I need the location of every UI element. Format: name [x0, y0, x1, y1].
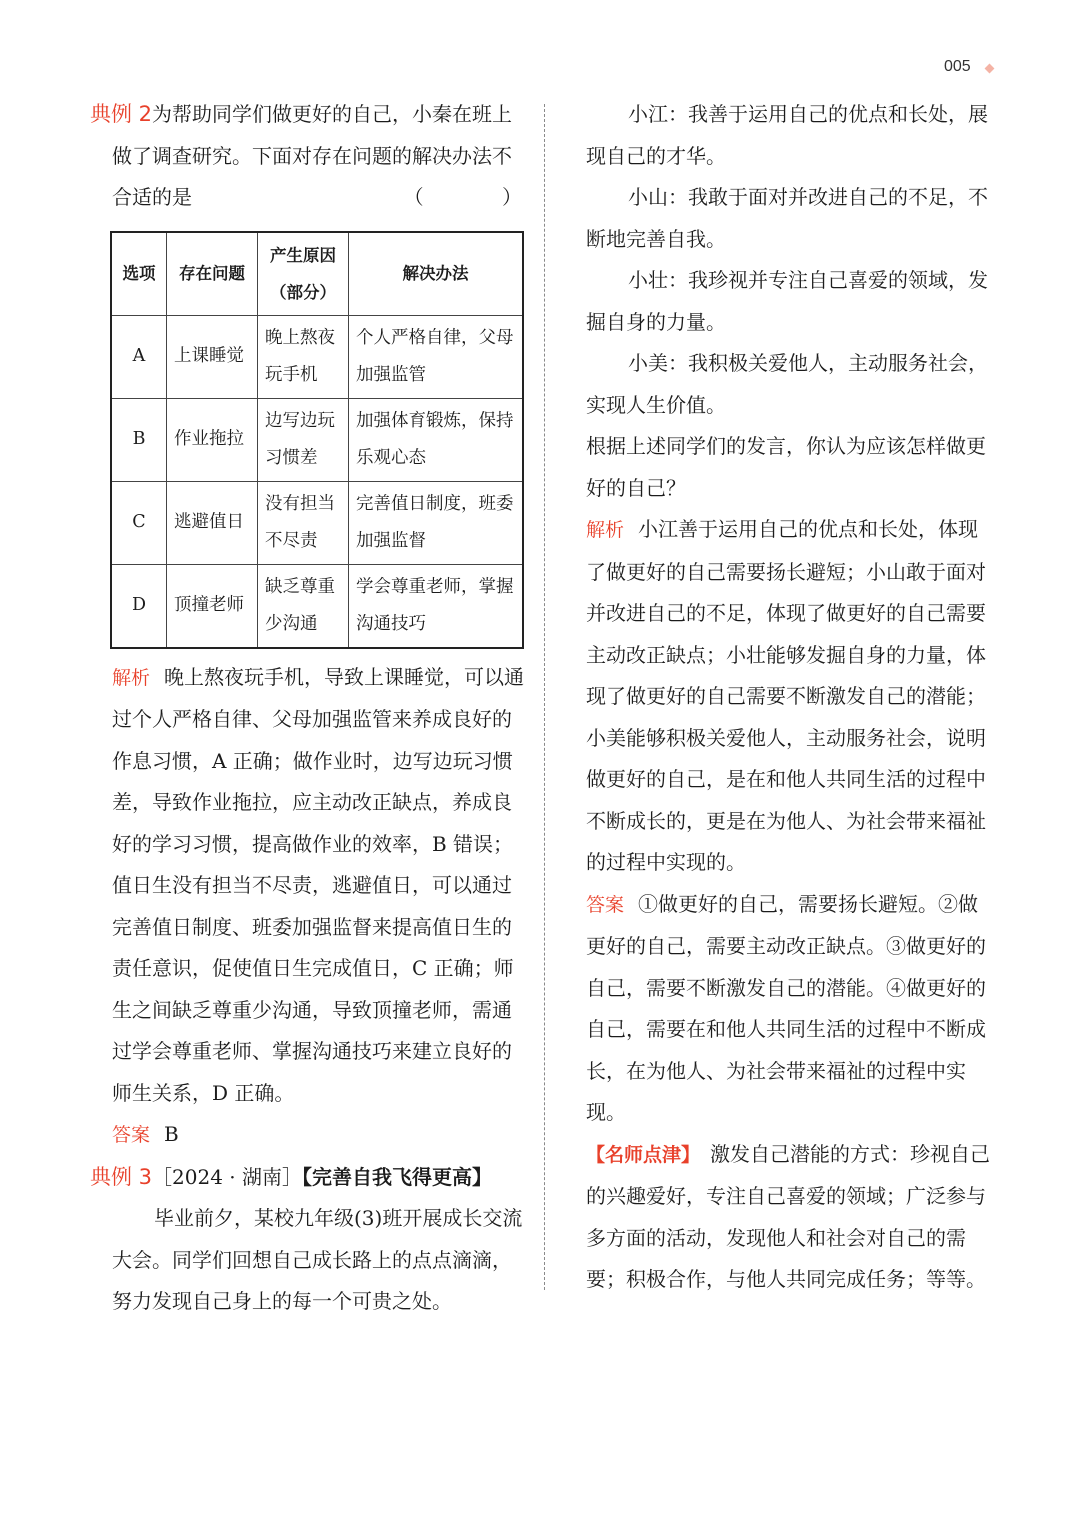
header-cause: 产生原因（部分）: [258, 232, 349, 316]
example-2-title: 典例 2: [90, 102, 153, 126]
answer-text: B: [164, 1122, 179, 1146]
example-2-question: 为帮助同学们做更好的自己，小秦在班上做了调查研究。下面对存在问题的解决办法不合适的是: [112, 102, 513, 209]
cell-solution: 完善值日制度，班委加强监督: [349, 481, 524, 564]
table-row: [111, 481, 523, 564]
answer-blank: （ ）: [403, 185, 558, 209]
cell-cause: 边写边玩习惯差: [258, 398, 349, 481]
answer-text: ①做更好的自己，需要扬长避短。②做更好的自己，需要主动改正缺点。③做更好的自己，需要不断激发自己的潜能。④做更好的自己，需要在和他人共同生活的过程中不断成长，在为他人、为社会带来福祉的过程中实现。: [586, 891, 986, 1124]
example-2-answer: [90, 1114, 524, 1157]
statement-xiaoshan: 小山：我敢于面对并改进自己的不足，不断地完善自我。: [586, 185, 988, 251]
cell-solution: 学会尊重老师，掌握沟通技巧: [349, 564, 524, 648]
cell-solution: 个人严格自律，父母加强监管: [349, 315, 524, 398]
teacher-tip-text: 激发自己潜能的方式：珍视自己的兴趣爱好，专注自己喜爱的领域；广泛参与多方面的活动，发现他人和社会对自己的需要；积极合作，与他人共同完成任务；等等。: [586, 1141, 991, 1291]
example-3-source: ［2024 · 湖南］: [152, 1164, 303, 1189]
example-3-analysis: [586, 509, 994, 884]
table-header-row: [111, 232, 523, 316]
example-3-paragraph: [90, 1198, 524, 1323]
statement-xiaojiang: 小江：我善于运用自己的优点和长处，展现自己的才华。: [586, 102, 988, 168]
left-column: [90, 94, 558, 1323]
column-divider: [544, 104, 545, 1290]
cell-cause: 没有担当不尽责: [258, 481, 349, 564]
example-3-heading: [90, 1157, 524, 1199]
analysis-label: 解析: [586, 519, 625, 541]
cell-problem: 上课睡觉: [167, 315, 258, 398]
cell-option: C: [111, 481, 167, 564]
example-2-stem: [90, 94, 558, 219]
answer-label: 答案: [112, 1124, 151, 1146]
header-solution: 解决办法: [349, 232, 524, 316]
example-3-topic: 【完善自我飞得更高】: [302, 1164, 493, 1189]
teacher-tip: [586, 1134, 994, 1301]
cell-option: D: [111, 564, 167, 648]
teacher-tip-label: 【名师点津】: [586, 1143, 701, 1166]
cell-problem: 顶撞老师: [167, 564, 258, 648]
table-row: [111, 315, 523, 398]
table-row: [111, 564, 523, 648]
header-option: 选项: [111, 232, 167, 316]
analysis-text: 晚上熬夜玩手机，导致上课睡觉，可以通过个人严格自律、父母加强监管来养成良好的作息习惯，A 正确；做作业时，边写边玩习惯差，导致作业拖拉，应主动改正缺点，养成良好的学习习惯，提高做作业的效率，B 错误；值日生没有担当不尽责，逃避值日，可以通过完善值日制度、班委加强监督来提高值日生的责任意识，促使值日生完成值日，C 正确；师生之间缺乏尊重少沟通，导致顶撞老师，需通过学会尊重老师、掌握沟通技巧来建立良好的师生关系，D 正确。: [112, 664, 525, 1105]
example-3-answer: [586, 884, 994, 1134]
example-2-analysis: [90, 657, 524, 1115]
page-number-diamond-icon: [985, 64, 995, 74]
statement-xiaozhuang: 小壮：我珍视并专注自己喜爱的领域，发掘自身的力量。: [586, 268, 988, 334]
cell-solution: 加强体育锻炼，保持乐观心态: [349, 398, 524, 481]
analysis-label: 解析: [112, 666, 151, 689]
example-3-title: 典例 3: [90, 1164, 153, 1189]
analysis-text: 小江善于运用自己的优点和长处，体现了做更好的自己需要扬长避短；小山敢于面对并改进自己的不足，体现了做更好的自己需要主动改正缺点；小壮能够发掘自身的力量，体现了做更好的自己需要不断激发自己的潜能；小美能够积极关爱他人，主动服务社会，说明做更好的自己，是在和他人共同生活的过程中不断成长的，更是在为他人、为社会带来福祉的过程中实现的。: [586, 517, 986, 874]
table-row: [111, 398, 523, 481]
cell-problem: 逃避值日: [167, 481, 258, 564]
cell-option: A: [111, 315, 167, 398]
cell-cause: 缺乏尊重少沟通: [258, 564, 349, 648]
answer-label: 答案: [586, 893, 625, 916]
cell-option: B: [111, 398, 167, 481]
cell-problem: 作业拖拉: [167, 398, 258, 481]
example-3-question: 根据上述同学们的发言，你认为应该怎样做更好的自己？: [586, 434, 986, 500]
right-column: [586, 94, 994, 1301]
statement-xiaomei: 小美：我积极关爱他人，主动服务社会，实现人生价值。: [586, 351, 988, 417]
page-number: 005: [944, 58, 971, 75]
header-problem: 存在问题: [167, 232, 258, 316]
example-3-paragraph-text: 毕业前夕，某校九年级(3)班开展成长交流大会。同学们回想自己成长路上的点点滴滴，努力发现自己身上的每一个可贵之处。: [112, 1206, 523, 1313]
problem-table: [110, 231, 524, 649]
cell-cause: 晚上熬夜玩手机: [258, 315, 349, 398]
